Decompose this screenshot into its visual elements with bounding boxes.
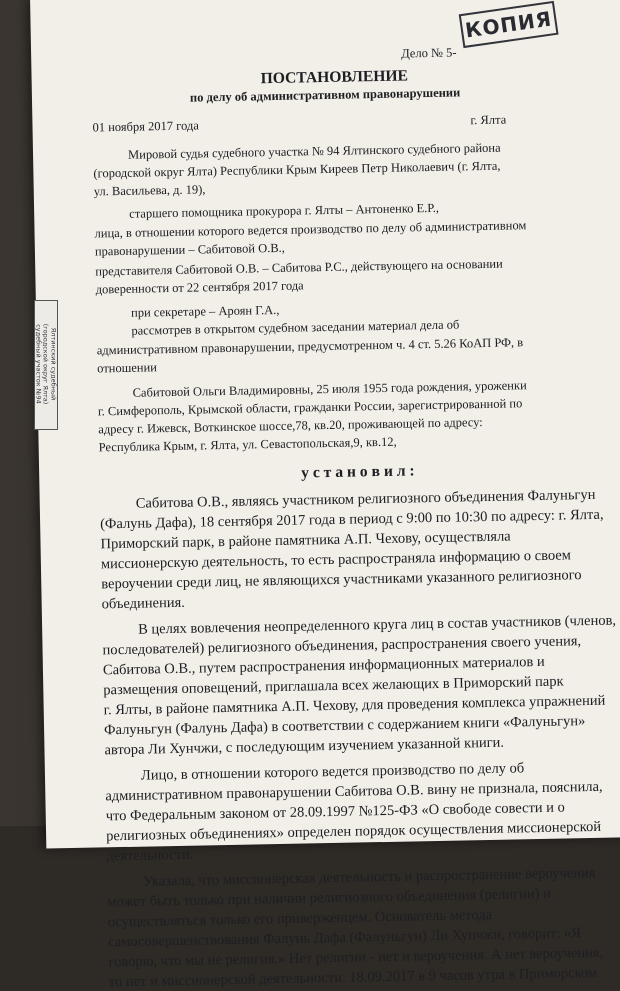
- intro-line: Мировой судья судебного участка № 94 Ялтинского судебного района: [127, 140, 501, 162]
- intro-line: ул. Васильева, д. 19),: [93, 182, 206, 199]
- body-line: вероучении среди лиц, не являющихся участниками указанного религиозного: [101, 567, 582, 593]
- body-line: автора Ли Хунчжи, с последующим изучением указанной книги.: [104, 734, 505, 759]
- doc-subtitle: по делу об административном правонарушении: [189, 85, 461, 105]
- body-line: последователей) религиозного объединения, распространения своего учения,: [102, 633, 582, 659]
- case-number: Дело № 5-: [401, 45, 457, 61]
- intro-line: доверенности от 22 сентября 2017 года: [95, 278, 304, 297]
- intro-line: (городской округ Ялта) Республики Крым Киреев Петр Николаевич (г. Ялта,: [93, 158, 501, 181]
- court-side-stamp: [34, 300, 58, 430]
- body-line: В целях вовлечения неопределенного круга лиц в состав участников (членов,: [138, 612, 617, 638]
- side-stamp-line: Ялтинский судебный: [49, 327, 58, 401]
- intro-line: административном правонарушении, предусмотренном ч. 4 ст. 5.26 КоАП РФ, в: [96, 335, 524, 358]
- body-line: Фалуньгун (Фалунь Дафа) в соответствии с содержанием книги «Фалуньгун»: [103, 713, 586, 739]
- body-line: Указала, что миссионерская деятельность и распространение вероучения: [142, 864, 596, 890]
- intro-line: Республика Крым, г. Ялта, ул. Севастопольская,9, кв.12,: [98, 434, 397, 455]
- copy-stamp: КОПИЯ: [459, 1, 559, 48]
- intro-line: представителя Сабитовой О.В. – Сабитова Р.С., действующего на основании: [95, 256, 503, 279]
- body-line: осуществляться только его приверженцем. Основатель метода: [107, 906, 493, 931]
- intro-line: г. Симферополь, Крымской области, гражданки России, зарегистрированной по: [97, 396, 523, 419]
- intro-line: Сабитовой Ольги Владимировны, 25 июля 1955 года рождения, уроженки: [132, 378, 527, 400]
- body-line: Приморский парк, в районе памятника А.П. Чехову, осуществляла: [100, 528, 511, 553]
- body-line: объединения.: [101, 594, 185, 613]
- body-line: Лицо, в отношении которого ведется производство по делу об: [140, 760, 525, 784]
- body-line: миссионерскую деятельность, то есть распространяла информацию о своем: [100, 547, 572, 573]
- intro-line: старшего помощника прокурора г. Ялты – Антоненко Е.Р.,: [129, 200, 440, 221]
- body-line: административном правонарушении Сабитова О.В. вину не признала, пояснила,: [105, 778, 603, 805]
- body-line: деятельности.: [106, 846, 194, 865]
- document-page: [30, 0, 620, 991]
- body-line: говорю, что мы не религия.» Нет религии - нет и вероучения. А нет вероучения,: [108, 944, 604, 971]
- intro-line: отношении: [97, 360, 158, 376]
- side-stamp-text: [34, 324, 57, 405]
- body-line: самосовершенствования Фалунь Дафа (Фалуньгун) Ли Хунчжи, говорит: «Я: [108, 925, 582, 951]
- intro-line: при секретаре – Ароян Г.А.,: [130, 302, 280, 320]
- body-line: (Фалунь Дафа), 18 сентября 2017 года в период с 9:00 по 10:30 по адресу: г. Ялта,: [99, 506, 604, 533]
- intro-line: адресу г. Ижевск, Воткинское шоссе,78, кв.20, проживающей по адресу:: [98, 415, 483, 437]
- section-heading: у с т а н о в и л :: [301, 462, 415, 482]
- side-stamp-line: (городской округ Ялта): [41, 323, 50, 405]
- body-line: Сабитова О.В., являясь участником религиозного объединения Фалуньгун: [135, 486, 596, 512]
- doc-title: ПОСТАНОВЛЕНИЕ: [260, 67, 409, 88]
- doc-city: г. Ялта: [470, 112, 507, 128]
- body-line: Сабитова О.В., путем распространения информационных материалов и: [102, 653, 545, 679]
- side-stamp-line: судебный участок №94: [34, 324, 43, 404]
- intro-line: рассмотрев в открытом судебном заседании материал дела об: [131, 317, 460, 338]
- body-line: может быть только при наличии религиозного объединения (религии) и: [107, 885, 552, 911]
- intro-line: лица, в отношении которого ведется производство по делу об административном: [94, 218, 527, 241]
- body-line: то нет и миссионерской деятельности. 18.09.2017 в 9 часов утра в Приморском: [108, 964, 598, 991]
- doc-date: 01 ноября 2017 года: [92, 118, 199, 135]
- body-line: что Федеральным законом от 28.09.1997 №125-ФЗ «О свободе совести и о: [105, 799, 565, 825]
- body-line: религиозных объединениях» определен порядок осуществления миссионерской: [105, 818, 602, 845]
- body-line: размещения оповещений, приглашала всех желающих в Приморский парк: [103, 673, 564, 699]
- body-line: г. Ялты, в районе памятника А.П. Чехову, для проведения комплекса упражнений: [103, 692, 606, 719]
- intro-line: правонарушении – Сабитовой О.В.,: [94, 240, 285, 259]
